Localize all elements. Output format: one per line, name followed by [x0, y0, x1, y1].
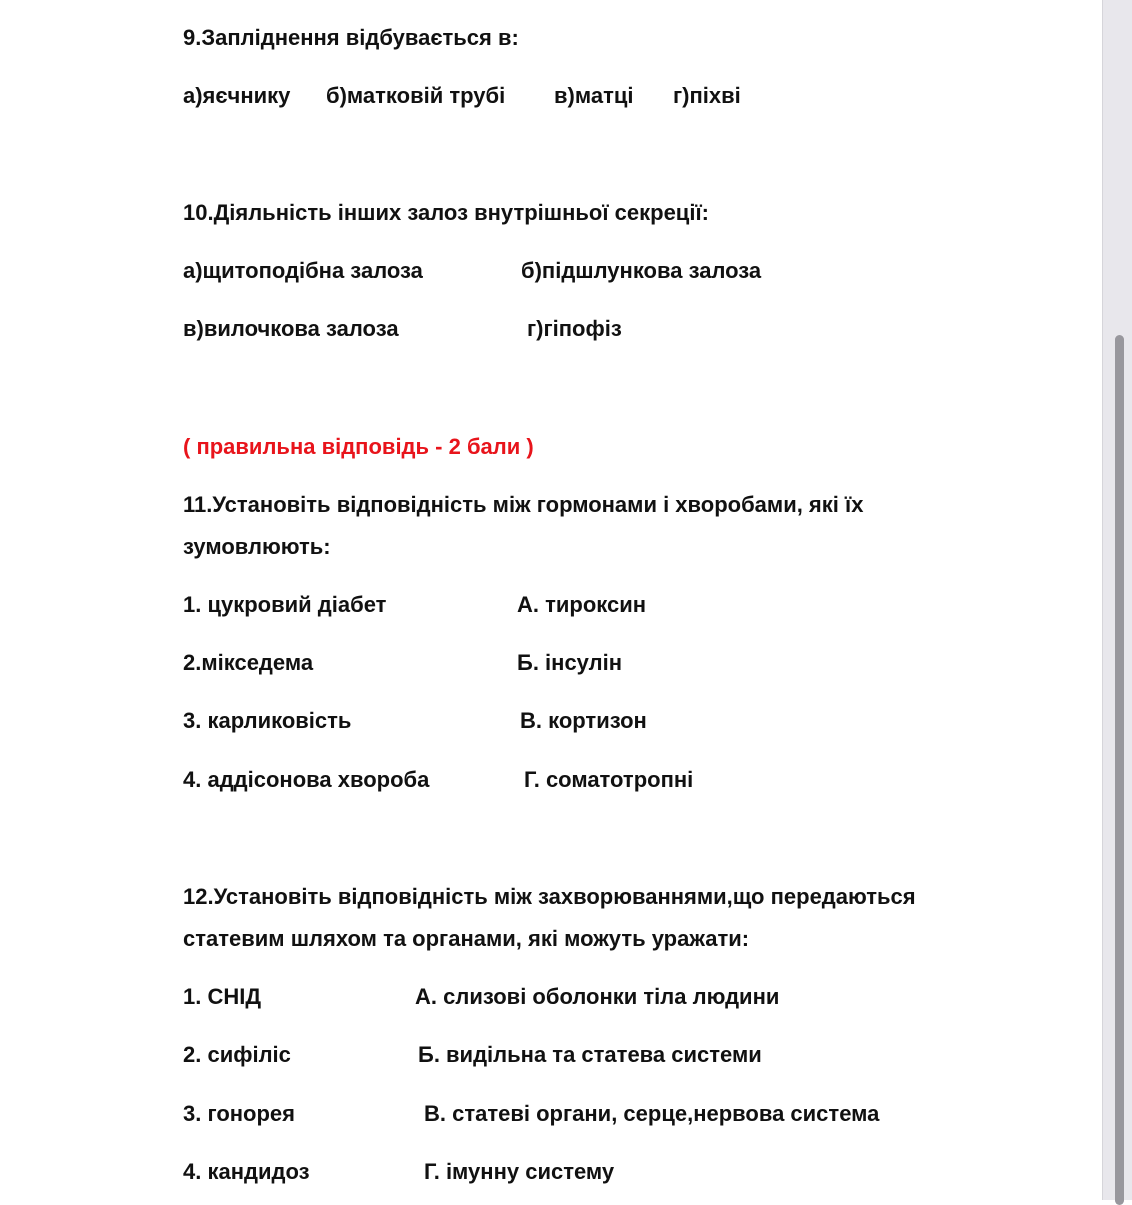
q11-right-3: В. кортизон: [520, 708, 647, 733]
q12-left-1: 1. СНІД: [183, 984, 262, 1009]
score-note: ( правильна відповідь - 2 бали ): [183, 434, 534, 459]
q10-option-b: б)підшлункова залоза: [521, 258, 762, 283]
q12-right-3: В. статеві органи, серце,нервова система: [424, 1101, 880, 1126]
q9-option-a: а)яєчнику: [183, 83, 291, 108]
q10-option-c: в)вилочкова залоза: [183, 316, 399, 341]
q11-left-3: 3. карликовість: [183, 708, 352, 733]
q12-question-line1: 12.Установіть відповідність між захворюваннями,що передаються: [183, 884, 916, 909]
q12-right-2: Б. видільна та статева системи: [418, 1042, 762, 1067]
q9-option-d: г)піхві: [673, 83, 741, 108]
q12-left-3: 3. гонорея: [183, 1101, 296, 1126]
q11-left-4: 4. аддісонова хвороба: [183, 767, 430, 792]
q12-left-4: 4. кандидоз: [183, 1159, 310, 1184]
q12-right-4: Г. імунну систему: [424, 1159, 615, 1184]
q12-left-2: 2. сифіліс: [183, 1042, 291, 1067]
q11-right-4: Г. соматотропні: [524, 767, 694, 792]
q12-question-line2: статевим шляхом та органами, які можуть уражати:: [183, 926, 750, 951]
q9-option-b: б)матковій трубі: [326, 83, 506, 108]
q10-question: 10.Діяльність інших залоз внутрішньої секреції:: [183, 200, 709, 225]
scrollbar-thumb[interactable]: [1115, 335, 1124, 1205]
q12-right-1: А. слизові оболонки тіла людини: [415, 984, 780, 1009]
q11-left-2: 2.мікседема: [183, 650, 314, 675]
q11-right-1: А. тироксин: [517, 592, 647, 617]
q11-left-1: 1. цукровий діабет: [183, 592, 387, 617]
q11-question-line1: 11.Установіть відповідність між гормонами і хворобами, які їх: [183, 492, 864, 517]
q11-right-2: Б. інсулін: [517, 650, 622, 675]
q11-question-line2: зумовлюють:: [183, 534, 331, 559]
q10-option-a: а)щитоподібна залоза: [183, 258, 423, 283]
q9-option-c: в)матці: [554, 83, 634, 108]
q9-question: 9.Запліднення відбувається в:: [183, 25, 519, 50]
q10-option-d: г)гіпофіз: [527, 316, 622, 341]
